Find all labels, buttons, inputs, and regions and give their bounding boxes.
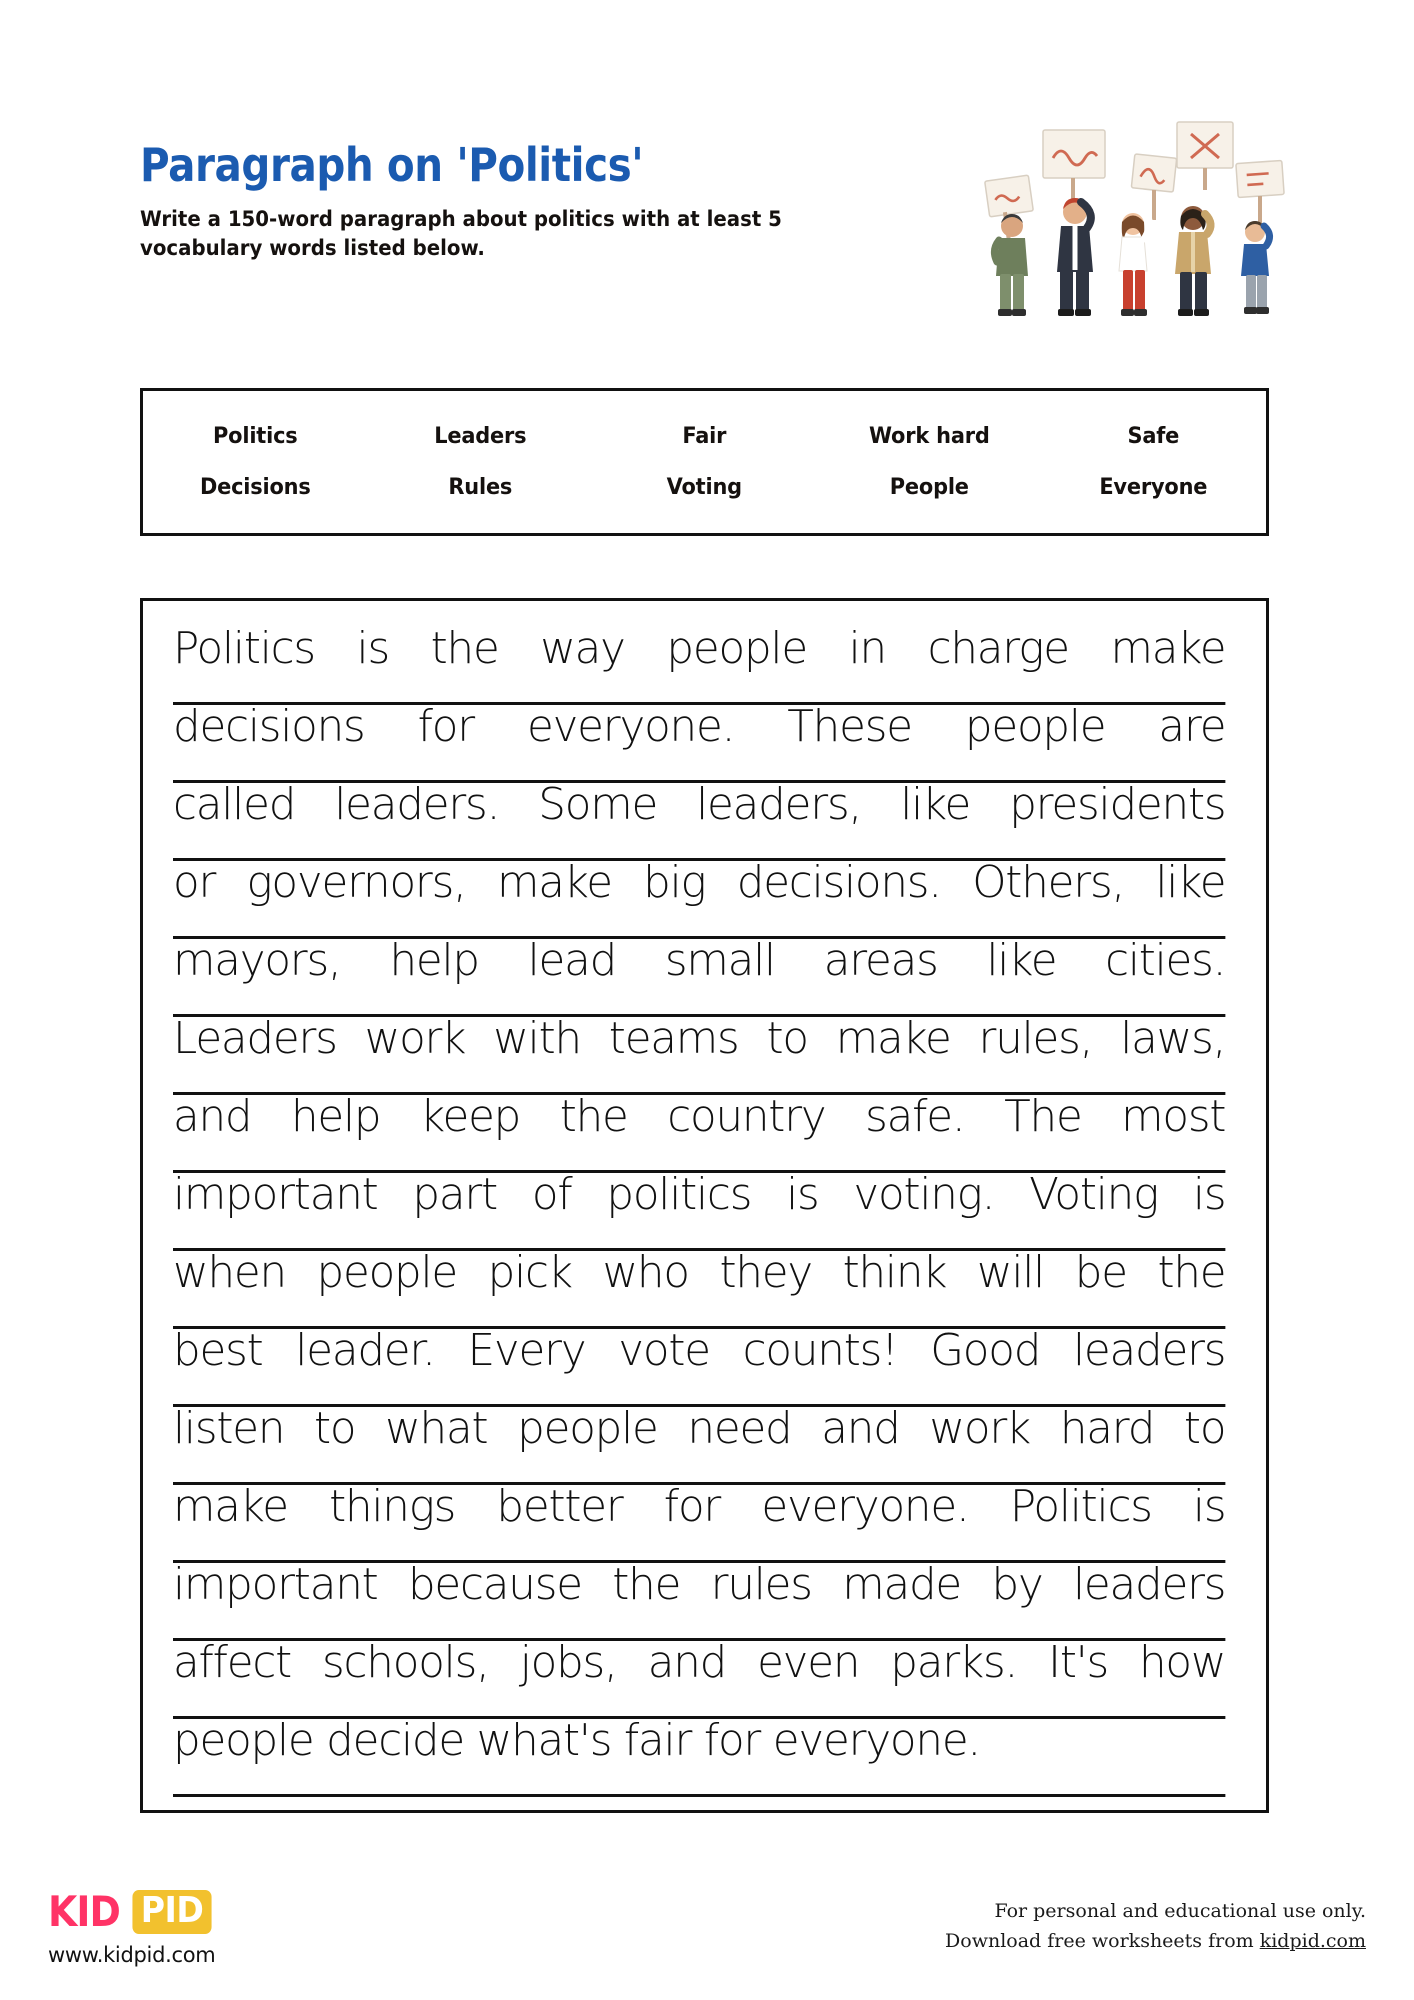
answer-line (173, 1559, 1226, 1641)
answer-line (173, 1169, 1226, 1251)
answer-word: lead (527, 935, 617, 986)
answer-word: part (412, 1169, 497, 1220)
vocabulary-row (143, 475, 1266, 500)
answer-word: decisions. (736, 857, 941, 908)
answer-word: Voting (1029, 1169, 1159, 1220)
answer-word: The (1004, 1091, 1082, 1142)
answer-word: to (314, 1403, 356, 1454)
answer-word: jobs, (519, 1637, 617, 1688)
answer-word: everyone. (761, 1481, 969, 1532)
answer-line (173, 1403, 1226, 1485)
answer-word: country (667, 1091, 826, 1142)
answer-word: who (602, 1247, 689, 1298)
answer-word: politics (606, 1169, 752, 1220)
vocabulary-word: Rules (447, 475, 512, 500)
answer-word: is (1192, 1169, 1226, 1220)
answer-word: people (517, 1403, 658, 1454)
answer-box[interactable] (140, 598, 1269, 1813)
answer-word: is (1192, 1481, 1226, 1532)
answer-word: of (531, 1169, 572, 1220)
answer-word: Some (538, 779, 658, 830)
answer-word: help (290, 1091, 381, 1142)
footer-usage-note: For personal and educational use only. (994, 1900, 1366, 1922)
answer-word: will (976, 1247, 1045, 1298)
vocabulary-row (143, 424, 1266, 449)
answer-word: and (647, 1637, 727, 1688)
answer-word: are (1158, 701, 1226, 752)
answer-line (173, 1247, 1226, 1329)
answer-word: the (1157, 1247, 1226, 1298)
answer-word: and (821, 1403, 900, 1454)
answer-word: safe. (865, 1091, 965, 1142)
answer-word: like (986, 935, 1057, 986)
answer-line (173, 779, 1226, 861)
answer-word: leaders (1072, 1325, 1226, 1376)
answer-word: the (430, 623, 499, 674)
answer-word: mayors, (173, 935, 341, 986)
answer-word: laws, (1120, 1013, 1226, 1064)
answer-word: to (1183, 1403, 1226, 1454)
answer-word: big (643, 857, 706, 908)
answer-word: like (1155, 857, 1226, 908)
protesters-with-signs-icon (965, 120, 1295, 320)
answer-word: parks. (890, 1637, 1018, 1688)
answer-word: schools, (322, 1637, 489, 1688)
answer-word: when (173, 1247, 286, 1298)
answer-line (173, 1091, 1226, 1173)
answer-word: vote (618, 1325, 710, 1376)
answer-word: affect (173, 1637, 292, 1688)
instruction-text: Write a 150-word paragraph about politics with at least 5 vocabulary words listed below. (140, 206, 782, 261)
answer-word: for (417, 701, 474, 752)
answer-word: voting. (853, 1169, 995, 1220)
answer-line (173, 1325, 1226, 1407)
answer-word: with (493, 1013, 581, 1064)
answer-line (173, 1481, 1226, 1563)
answer-word: Every (467, 1325, 586, 1376)
answer-word: help (389, 935, 479, 986)
answer-word: hard (1059, 1403, 1155, 1454)
answer-word: leader. (295, 1325, 435, 1376)
answer-word: leaders, (696, 779, 862, 830)
logo-pid-text: PID (132, 1890, 211, 1934)
logo-kid-text: KID (48, 1887, 121, 1936)
answer-word: make (173, 1481, 288, 1532)
answer-word: people (964, 701, 1106, 752)
answer-word: make (1110, 623, 1226, 674)
vocabulary-box (140, 388, 1269, 536)
vocabulary-word: Fair (682, 424, 727, 449)
vocabulary-word: Everyone (1099, 475, 1208, 500)
answer-word: Others, (972, 857, 1125, 908)
footer-download-prefix: Download free worksheets from (945, 1930, 1260, 1953)
answer-line (173, 857, 1226, 939)
answer-word: people (666, 623, 807, 674)
answer-word: best (173, 1325, 263, 1376)
answer-word: work (364, 1013, 466, 1064)
answer-word: need (687, 1403, 792, 1454)
answer-word: what (385, 1403, 488, 1454)
answer-word: is (356, 623, 389, 674)
answer-word: made (842, 1559, 962, 1610)
answer-word: way (540, 623, 625, 674)
answer-line (173, 623, 1226, 705)
answer-word: for (663, 1481, 721, 1532)
answer-word: pick (487, 1247, 572, 1298)
answer-word: Good (930, 1325, 1041, 1376)
answer-word: important (173, 1559, 378, 1610)
answer-word: things (329, 1481, 456, 1532)
answer-word: listen (173, 1403, 285, 1454)
answer-word: to (766, 1013, 808, 1064)
footer-attribution (945, 1896, 1366, 1957)
answer-word: teams (608, 1013, 739, 1064)
answer-word: Politics (1009, 1481, 1152, 1532)
answer-word: the (559, 1091, 628, 1142)
answer-word: important (173, 1169, 378, 1220)
answer-word: small (664, 935, 775, 986)
answer-lines (173, 623, 1236, 1797)
answer-word: cities. (1105, 935, 1226, 986)
answer-word: called (173, 779, 296, 830)
answer-word: keep (419, 1091, 521, 1142)
vocabulary-word: People (889, 475, 969, 500)
answer-word: areas (823, 935, 938, 986)
vocabulary-word: Voting (666, 475, 743, 500)
kidpid-logo[interactable] (48, 1887, 216, 1967)
vocabulary-word: Work hard (868, 424, 990, 449)
answer-word: work (929, 1403, 1031, 1454)
logo-website-url: www.kidpid.com (48, 1943, 216, 1967)
answer-line (173, 935, 1226, 1017)
answer-line (173, 1637, 1226, 1719)
answer-word: better (496, 1481, 623, 1532)
answer-word: governors, (246, 857, 466, 908)
answer-word: It's (1048, 1637, 1109, 1688)
answer-line (173, 701, 1226, 783)
answer-word: think (842, 1247, 947, 1298)
answer-word: or (173, 857, 216, 908)
answer-word: because (407, 1559, 582, 1610)
answer-line (173, 1013, 1226, 1095)
kidpid-link[interactable]: kidpid.com (1259, 1930, 1366, 1953)
answer-word: by (991, 1559, 1043, 1610)
answer-word: is (786, 1169, 819, 1220)
footer-download-note (945, 1926, 1366, 1956)
vocabulary-word: Safe (1127, 424, 1180, 449)
answer-word: rules (710, 1559, 812, 1610)
answer-word: most (1121, 1091, 1226, 1142)
answer-word: presidents (1009, 779, 1226, 830)
answer-word: make (497, 857, 612, 908)
answer-word: decisions (173, 701, 365, 752)
answer-word: people (316, 1247, 458, 1298)
answer-word: everyone. (526, 701, 735, 752)
answer-word: and (173, 1091, 252, 1142)
answer-word: charge (927, 623, 1069, 674)
answer-word: in (848, 623, 886, 674)
vocabulary-word: Leaders (433, 424, 526, 449)
answer-line: people decide what's fair for everyone. (173, 1719, 1225, 1797)
answer-word: the (612, 1559, 681, 1610)
answer-word: Politics (173, 623, 315, 674)
answer-word: like (900, 779, 971, 830)
answer-word: These (787, 701, 912, 752)
vocabulary-word: Politics (213, 424, 298, 449)
answer-word: counts! (742, 1325, 898, 1376)
answer-word: leaders (1072, 1559, 1226, 1610)
worksheet-header (140, 140, 970, 264)
vocabulary-word: Decisions (199, 475, 311, 500)
answer-word: rules, (978, 1013, 1093, 1064)
answer-word: be (1074, 1247, 1127, 1298)
page-title: Paragraph on 'Politics' (140, 138, 644, 192)
answer-word: leaders. (334, 779, 500, 830)
answer-word: make (835, 1013, 951, 1064)
answer-word: Leaders (173, 1013, 337, 1064)
answer-word: how (1138, 1637, 1226, 1688)
answer-word: even (757, 1637, 860, 1688)
answer-word: they (719, 1247, 812, 1298)
page-footer (0, 1880, 1414, 2000)
